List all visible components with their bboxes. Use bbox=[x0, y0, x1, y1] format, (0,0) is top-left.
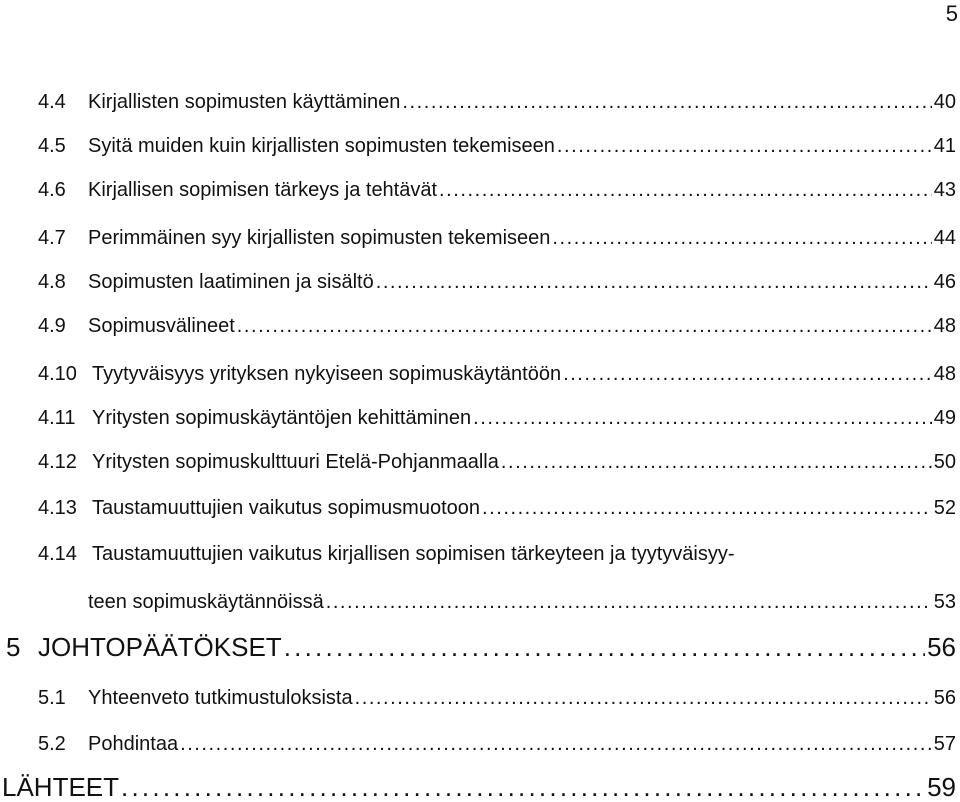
toc-entry-title: Sopimusten laatiminen ja sisältö bbox=[88, 271, 374, 293]
toc-chapter-page: 56 bbox=[927, 632, 956, 662]
toc-entry[interactable] bbox=[38, 270, 956, 294]
toc-entry-title: Tyytyväisyys yrityksen nykyiseen sopimuskäytäntöön bbox=[92, 363, 562, 385]
toc-entry-title: Pohdintaa bbox=[88, 733, 179, 755]
dot-leader bbox=[482, 496, 932, 520]
dot-leader bbox=[237, 314, 932, 338]
dot-leader bbox=[501, 450, 932, 474]
toc-chapter-entry[interactable] bbox=[6, 632, 956, 662]
toc-entry-page: 48 bbox=[933, 363, 956, 385]
dot-leader bbox=[326, 590, 932, 614]
toc-chapter-number: 5 bbox=[6, 632, 21, 662]
toc-entry-number: 4.6 bbox=[38, 179, 66, 201]
toc-entry-number: 4.12 bbox=[38, 451, 77, 473]
toc-entry-title: Yhteenveto tutkimustuloksista bbox=[88, 687, 353, 709]
toc-entry-title-line1: Taustamuuttujien vaikutus kirjallisen sopimisen tärkeyteen ja tyytyväisyy- bbox=[92, 543, 735, 565]
toc-entry[interactable] bbox=[38, 542, 956, 566]
toc-entry-number: 4.9 bbox=[38, 315, 66, 337]
toc-entry-title: Sopimusvälineet bbox=[88, 315, 235, 337]
toc-entry-title-line2: teen sopimuskäytännöissä bbox=[88, 591, 324, 613]
toc-entry-page: 53 bbox=[933, 591, 956, 613]
toc-references-entry[interactable] bbox=[2, 772, 956, 802]
dot-leader bbox=[402, 90, 931, 114]
toc-entry[interactable] bbox=[38, 496, 956, 520]
toc-entry[interactable] bbox=[38, 226, 956, 250]
toc-entry-page: 48 bbox=[933, 315, 956, 337]
toc-entry-number: 4.7 bbox=[38, 227, 66, 249]
toc-entry-page: 52 bbox=[933, 497, 956, 519]
dot-leader bbox=[180, 732, 932, 756]
toc-entry-title: Yritysten sopimuskäytäntöjen kehittäminen bbox=[92, 407, 472, 429]
toc-entry-page: 41 bbox=[933, 135, 956, 157]
dot-leader bbox=[473, 406, 932, 430]
toc-entry[interactable] bbox=[38, 314, 956, 338]
toc-entry[interactable] bbox=[38, 732, 956, 756]
toc-entry-page: 49 bbox=[933, 407, 956, 429]
toc-entry-title: Perimmäinen syy kirjallisten sopimusten tekemiseen bbox=[88, 227, 551, 249]
toc-entry-number: 4.13 bbox=[38, 497, 77, 519]
dot-leader bbox=[439, 178, 932, 202]
toc-entry[interactable] bbox=[38, 362, 956, 386]
dot-leader bbox=[563, 362, 932, 386]
toc-entry-number: 5.2 bbox=[38, 733, 66, 755]
toc-entry-page: 46 bbox=[933, 271, 956, 293]
toc-entry[interactable] bbox=[38, 686, 956, 710]
toc-entry[interactable] bbox=[38, 134, 956, 158]
dot-leader bbox=[552, 226, 931, 250]
toc-entry-continuation[interactable] bbox=[88, 590, 956, 614]
toc-entry-number: 4.5 bbox=[38, 135, 66, 157]
toc-entry-number: 4.10 bbox=[38, 363, 77, 385]
toc-entry-number: 4.14 bbox=[38, 543, 77, 565]
toc-references-title: LÄHTEET bbox=[2, 772, 120, 802]
toc-entry[interactable] bbox=[38, 178, 956, 202]
toc-entry-page: 50 bbox=[933, 451, 956, 473]
toc-entry[interactable] bbox=[38, 90, 956, 114]
toc-entry[interactable] bbox=[38, 406, 956, 430]
toc-entry-page: 56 bbox=[933, 687, 956, 709]
toc-entry-number: 4.8 bbox=[38, 271, 66, 293]
toc-entry-page: 40 bbox=[933, 91, 956, 113]
toc-references-page: 59 bbox=[927, 772, 956, 802]
toc-entry-number: 5.1 bbox=[38, 687, 66, 709]
page-number: 5 bbox=[945, 1, 958, 26]
toc-entry-page: 44 bbox=[933, 227, 956, 249]
dot-leader bbox=[355, 686, 932, 710]
toc-entry-page: 57 bbox=[933, 733, 956, 755]
toc-entry-number: 4.11 bbox=[38, 407, 76, 429]
toc-chapter-title: JOHTOPÄÄTÖKSET bbox=[38, 632, 282, 662]
toc-entry[interactable] bbox=[38, 450, 956, 474]
dot-leader bbox=[121, 772, 925, 802]
dot-leader bbox=[376, 270, 932, 294]
toc-entry-title: Kirjallisten sopimusten käyttäminen bbox=[88, 91, 401, 113]
toc-entry-title: Syitä muiden kuin kirjallisten sopimusten tekemiseen bbox=[88, 135, 555, 157]
toc-entry-page: 43 bbox=[933, 179, 956, 201]
toc-entry-title: Yritysten sopimuskulttuuri Etelä-Pohjanmaalla bbox=[92, 451, 499, 473]
dot-leader bbox=[284, 632, 925, 662]
toc-entry-title: Kirjallisen sopimisen tärkeys ja tehtävät bbox=[88, 179, 438, 201]
toc-entry-number: 4.4 bbox=[38, 91, 66, 113]
dot-leader bbox=[557, 134, 932, 158]
toc-entry-title: Taustamuuttujien vaikutus sopimusmuotoon bbox=[92, 497, 480, 519]
